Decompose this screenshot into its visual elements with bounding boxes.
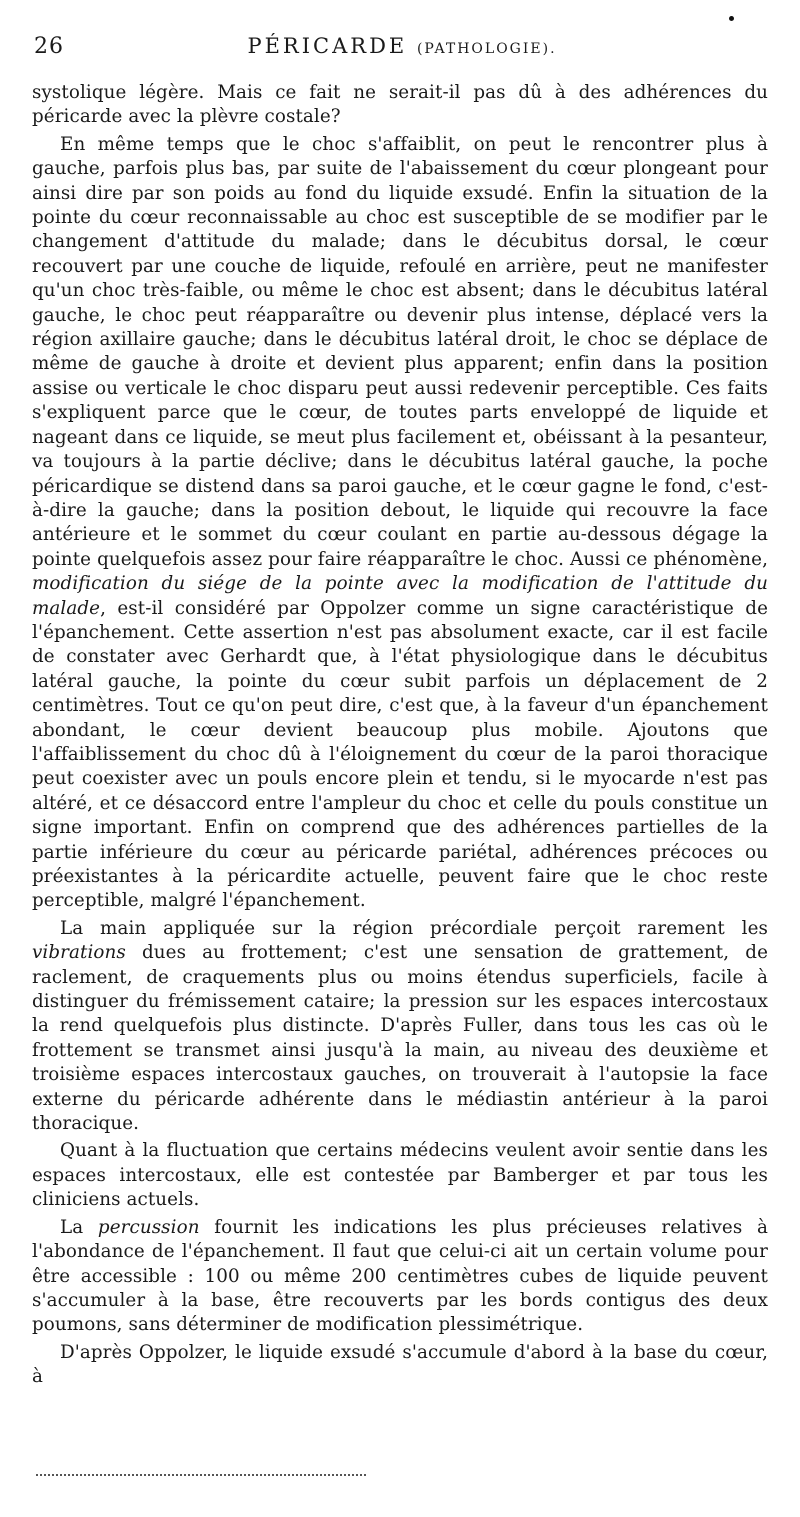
paragraph-continuation [32,81,768,130]
text-run: Quant à la fluctuation que certains médecins veulent avoir sentie dans les espaces intercostaux, elle est contestée par Bamberger et par tous les cliniciens actuels. [32,1140,768,1211]
italic-phrase: vibrations [32,942,126,964]
text-run: La [60,1216,98,1238]
running-title-subtitle: (PATHOLOGIE). [416,41,557,57]
paragraph-fluctuation [32,1139,768,1212]
ink-speck [729,16,734,21]
running-header [34,34,770,74]
text-run: systolique légère. Mais ce fait ne serait-il pas dû à des adhérences du péricarde avec la plèvre costale? [32,82,768,128]
text-run: fournit les indications les plus précieuses relatives à l'abondance de l'épanchement. Il faut que celui-ci ait un certain volume pour être accessible : 100 ou même 200 centimètres cubes de liquide peuvent s'accumuler à la base, être recouverts par les bords contigus des deux poumons, sans déterminer de modification plessimétrique. [32,1216,768,1336]
paragraph-choc [32,133,768,914]
body-text [32,81,768,1393]
running-title-main: PÉRICARDE [247,34,408,58]
page-number: 26 [34,34,64,59]
text-run: La main appliquée sur la région précordiale perçoit rarement les [60,917,768,939]
text-run: , est-il considéré par Oppolzer comme un signe caractéristique de l'épanchement. Cette assertion n'est pas absolument exacte, car il est facile de constater avec Gerhardt que, à l'état physiologique dans le décubitus latéral gauche, la pointe du cœur subit parfois un déplacement de 2 centimètres. Tout ce qu'on peut dire, c'est que, à la faveur d'un épanchement abondant, le cœur devient beaucoup plus mobile. Ajoutons que l'affaiblissement du choc dû à l'éloignement du cœur de la paroi thoracique peut coexister avec un pouls encore plein et tendu, si le myocarde n'est pas altéré, et ce désaccord entre l'ampleur du choc et celle du pouls constitue un signe important. Enfin on comprend que des adhérences partielles de la partie inférieure du cœur au péricarde pariétal, adhérences précoces ou préexistantes à la péricardite actuelle, peuvent faire que le choc reste perceptible, malgré l'épanchement. [32,597,768,912]
italic-phrase: modification du siége de la pointe avec la modification de l'attitude du malade [32,573,768,619]
text-run: D'après Oppolzer, le liquide exsudé s'accumule d'abord à la base du cœur, à [32,1341,768,1388]
running-title [34,34,770,58]
faded-bottom-line [36,1474,366,1476]
paragraph-oppolzer [32,1341,768,1390]
paragraph-vibrations [32,917,768,1137]
paragraph-percussion [32,1216,768,1338]
text-run: En même temps que le choc s'affaiblit, on peut le rencontrer plus à gauche, parfois plus bas, par suite de l'abaissement du cœur plongeant pour ainsi dire par son poids au fond du liquide exsudé. Enfin la situation de la pointe du cœur reconnaissable au choc est susceptible de se modifier par le changement d'attitude du malade; dans le décubitus dorsal, le cœur recouvert par une couche de liquide, refoulé en arrière, peut ne manifester qu'un choc très-faible, ou même le choc est absent; dans le décubitus latéral gauche, le choc peut réapparaître ou devenir plus intense, déplacé vers la région axillaire gauche; dans le décubitus latéral droit, le choc se déplace de même de gauche à droite et devient plus apparent; enfin dans la position assise ou verticale le choc disparu peut aussi redevenir perceptible. Ces faits s'expliquent parce que le cœur, de toutes parts enveloppé de liquide et nageant dans ce liquide, se meut plus facilement et, obéissant à la pesanteur, va toujours à la partie déclive; dans le décubitus latéral gauche, la poche péricardique se distend dans sa paroi gauche, et le cœur gagne le fond, c'est-à-dire la gauche; dans la position debout, le liquide qui recouvre la face antérieure et le sommet du cœur coulant en partie au-dessous dégage la pointe quelquefois assez pour faire réapparaître le choc. Aussi ce phénomène, [32,133,768,570]
text-run: dues au frottement; c'est une sensation de grattement, de raclement, de craquements plus ou moins étendus superficiels, facile à distinguer du frémissement cataire; la pression sur les espaces intercostaux la rend quelquefois plus distincte. D'après Fuller, dans tous les cas où le frottement se transmet ainsi jusqu'à la main, au niveau des deuxième et troisième espaces intercostaux gauches, on trouverait à l'autopsie la face externe du péricarde adhérente dans le médiastin antérieur à la paroi thoracique. [32,942,768,1135]
italic-phrase: percussion [97,1216,200,1238]
